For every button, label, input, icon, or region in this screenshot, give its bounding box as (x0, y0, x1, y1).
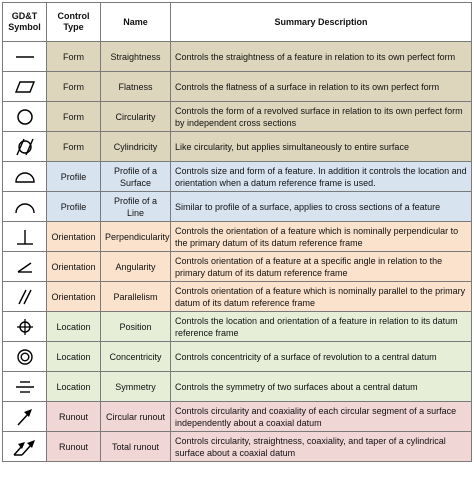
summary-cell: Controls concentricity of a surface of revolution to a central datum (171, 342, 472, 372)
summary-cell: Controls orientation of a feature at a specific angle in relation to the primary datum of its datum reference frame (171, 252, 472, 282)
circular-runout-icon (13, 406, 37, 428)
symbol-cell (3, 432, 47, 462)
summary-cell: Controls the form of a revolved surface in relation to its own perfect form by independent cross sections (171, 102, 472, 132)
summary-cell: Controls the straightness of a feature in relation to its own perfect form (171, 42, 472, 72)
symbol-cell (3, 372, 47, 402)
table-row (3, 72, 472, 102)
symbol-cell (3, 312, 47, 342)
cylindricity-icon (12, 136, 38, 158)
table-row (3, 42, 472, 72)
header-summary: Summary Description (171, 3, 472, 42)
control-type-cell: Location (47, 342, 101, 372)
name-cell: Symmetry (101, 372, 171, 402)
symbol-cell (3, 252, 47, 282)
profile-of-a-line-icon (12, 198, 38, 216)
table-row (3, 222, 472, 252)
concentricity-icon (13, 346, 37, 368)
table-row (3, 162, 472, 192)
table-row (3, 282, 472, 312)
table-row (3, 372, 472, 402)
symbol-cell (3, 72, 47, 102)
summary-cell: Similar to profile of a surface, applies to cross sections of a feature (171, 192, 472, 222)
summary-cell: Controls the location and orientation of a feature in relation to its datum reference frame (171, 312, 472, 342)
name-cell: Profile of a Line (101, 192, 171, 222)
control-type-cell: Runout (47, 432, 101, 462)
perpendicularity-icon (13, 227, 37, 247)
summary-cell: Controls circularity, straightness, coaxiality, and taper of a cylindrical surface about a coaxial datum (171, 432, 472, 462)
table-row (3, 342, 472, 372)
parallelism-icon (13, 287, 37, 307)
control-type-cell: Orientation (47, 222, 101, 252)
control-type-cell: Orientation (47, 252, 101, 282)
straightness-icon (13, 48, 37, 66)
profile-of-a-surface-icon (12, 168, 38, 186)
control-type-cell: Form (47, 42, 101, 72)
name-cell: Perpendicularity (101, 222, 171, 252)
header-row (3, 3, 472, 42)
summary-cell: Controls size and form of a feature. In addition it controls the location and orientation when a datum reference frame is used. (171, 162, 472, 192)
table-row (3, 432, 472, 462)
control-type-cell: Location (47, 372, 101, 402)
table-row (3, 402, 472, 432)
gdt-symbols-table (2, 2, 472, 462)
summary-cell: Controls circularity and coaxiality of each circular segment of a surface independently about a coaxial datum (171, 402, 472, 432)
position-icon (13, 316, 37, 338)
symbol-cell (3, 162, 47, 192)
header-symbol: GD&T Symbol (3, 3, 47, 42)
control-type-cell: Runout (47, 402, 101, 432)
name-cell: Straightness (101, 42, 171, 72)
header-name: Name (101, 3, 171, 42)
control-type-cell: Form (47, 72, 101, 102)
symbol-cell (3, 222, 47, 252)
flatness-icon (13, 78, 37, 96)
summary-cell: Like circularity, but applies simultaneously to entire surface (171, 132, 472, 162)
table-row (3, 132, 472, 162)
name-cell: Total runout (101, 432, 171, 462)
total-runout-icon (11, 436, 39, 458)
name-cell: Circularity (101, 102, 171, 132)
summary-cell: Controls the symmetry of two surfaces about a central datum (171, 372, 472, 402)
name-cell: Angularity (101, 252, 171, 282)
table-row (3, 252, 472, 282)
name-cell: Flatness (101, 72, 171, 102)
symbol-cell (3, 42, 47, 72)
name-cell: Position (101, 312, 171, 342)
symbol-cell (3, 192, 47, 222)
symbol-cell (3, 402, 47, 432)
circularity-icon (13, 107, 37, 127)
angularity-icon (13, 257, 37, 277)
control-type-cell: Form (47, 102, 101, 132)
symbol-cell (3, 102, 47, 132)
table-row (3, 102, 472, 132)
symbol-cell (3, 132, 47, 162)
header-control-type: Control Type (47, 3, 101, 42)
table-row (3, 312, 472, 342)
control-type-cell: Orientation (47, 282, 101, 312)
name-cell: Parallelism (101, 282, 171, 312)
control-type-cell: Location (47, 312, 101, 342)
symbol-cell (3, 342, 47, 372)
name-cell: Circular runout (101, 402, 171, 432)
name-cell: Profile of a Surface (101, 162, 171, 192)
symmetry-icon (13, 377, 37, 397)
control-type-cell: Form (47, 132, 101, 162)
symbol-cell (3, 282, 47, 312)
name-cell: Concentricity (101, 342, 171, 372)
control-type-cell: Profile (47, 162, 101, 192)
summary-cell: Controls orientation of a feature which is nominally parallel to the primary datum of its datum reference frame (171, 282, 472, 312)
summary-cell: Controls the orientation of a feature which is nominally perpendicular to the primary datum of its datum reference frame (171, 222, 472, 252)
summary-cell: Controls the flatness of a surface in relation to its own perfect form (171, 72, 472, 102)
table-row (3, 192, 472, 222)
control-type-cell: Profile (47, 192, 101, 222)
name-cell: Cylindricity (101, 132, 171, 162)
